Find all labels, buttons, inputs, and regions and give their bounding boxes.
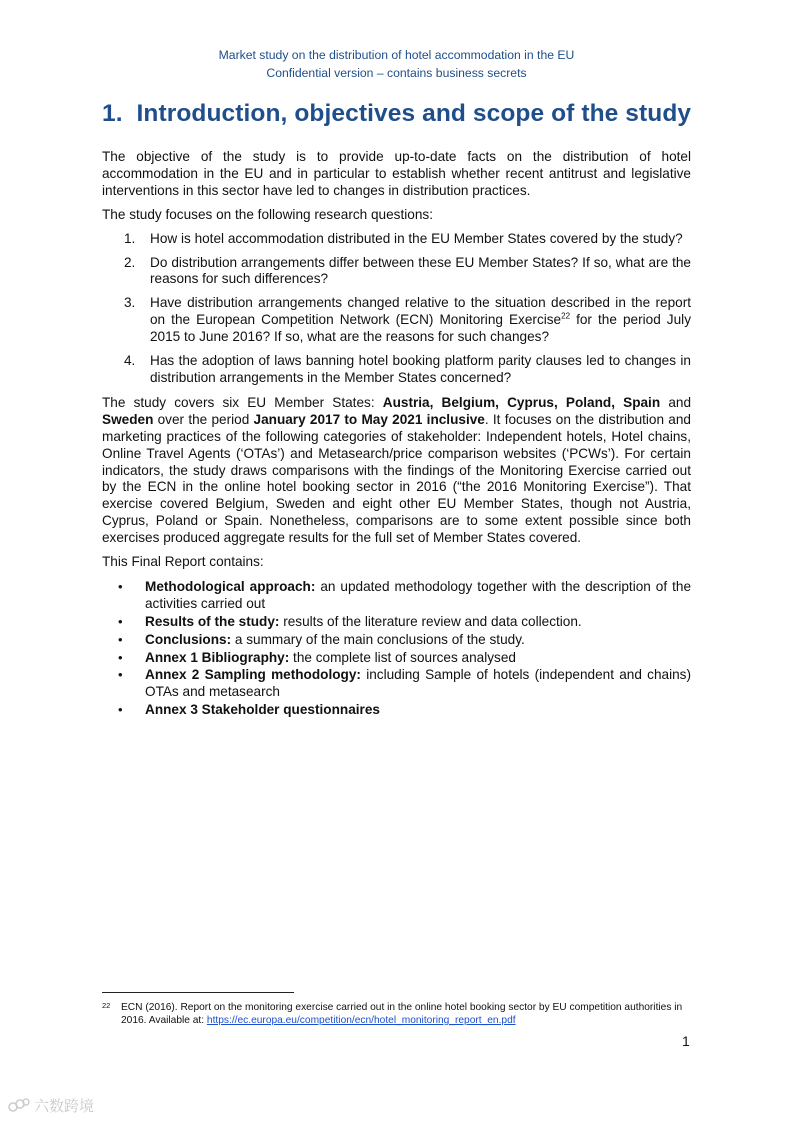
footnote-text bbox=[121, 1001, 691, 1027]
scope-text: over the period bbox=[153, 411, 254, 427]
list-item bbox=[102, 632, 691, 649]
section-number: 1. bbox=[102, 100, 123, 127]
bullet: • bbox=[118, 702, 123, 718]
list-number: 2. bbox=[124, 254, 136, 270]
bullet: • bbox=[118, 631, 123, 647]
item-title: Methodological approach: bbox=[145, 578, 316, 594]
list-item bbox=[102, 702, 691, 719]
header-confidentiality: Confidential version – contains business secrets bbox=[266, 66, 527, 80]
question-text: How is hotel accommodation distributed in the EU Member States covered by the study? bbox=[150, 230, 683, 246]
bullet: • bbox=[118, 578, 123, 594]
body-text bbox=[102, 149, 691, 720]
item-title: Annex 1 Bibliography: bbox=[145, 649, 290, 665]
list-item bbox=[102, 231, 691, 248]
bullet: • bbox=[118, 613, 123, 629]
question-text: Have distribution arrangements changed relative to the situation described in the report on the European Competition Network (ECN) Monitoring Exercise bbox=[150, 295, 691, 328]
list-item bbox=[102, 255, 691, 289]
footnote-divider bbox=[102, 992, 294, 993]
watermark-logo-icon bbox=[8, 1097, 30, 1115]
list-number: 4. bbox=[124, 353, 136, 369]
contents-intro: This Final Report contains: bbox=[102, 554, 264, 570]
item-text: an updated methodology together with the description of the activities carried out bbox=[145, 578, 692, 611]
question-text-cont: for the period July 2015 to June 2016? If so, what are the reasons for such changes? bbox=[150, 312, 691, 345]
item-text: results of the literature review and data collection. bbox=[279, 613, 582, 629]
research-questions-list bbox=[102, 231, 691, 387]
header-title: Market study on the distribution of hotel accommodation in the EU bbox=[218, 48, 575, 62]
list-item bbox=[102, 295, 691, 346]
running-header bbox=[0, 46, 793, 82]
list-item bbox=[102, 650, 691, 667]
item-text: including Sample of hotels (independent and chains) OTAs and metasearch bbox=[145, 667, 691, 700]
scope-text: The study covers six EU Member States: bbox=[102, 394, 383, 410]
scope-countries: Austria, Belgium, Cyprus, Poland, Spain bbox=[382, 394, 661, 410]
list-item bbox=[102, 579, 691, 613]
scope-period: January 2017 to May 2021 inclusive bbox=[253, 411, 485, 427]
bullet: • bbox=[118, 649, 123, 665]
list-item bbox=[102, 614, 691, 631]
intro-paragraph: The objective of the study is to provide up-to-date facts on the distribution of hotel accommodation in the EU and in particular to establish whether recent antitrust and legislative interventions in this sector have led to changes in distribution practices. bbox=[102, 149, 691, 198]
item-title: Annex 3 Stakeholder questionnaires bbox=[145, 702, 380, 718]
footnote-link[interactable]: https://ec.europa.eu/competition/ecn/hotel_monitoring_report_en.pdf bbox=[206, 1015, 516, 1026]
item-title: Annex 2 Sampling methodology: bbox=[145, 667, 361, 683]
item-text: a summary of the main conclusions of the study. bbox=[231, 631, 525, 647]
item-title: Results of the study: bbox=[145, 613, 280, 629]
list-item bbox=[102, 353, 691, 387]
list-number: 1. bbox=[124, 230, 136, 246]
question-text: Has the adoption of laws banning hotel booking platform parity clauses led to changes in distribution arrangements in the Member States concerned? bbox=[150, 353, 691, 385]
scope-country-sweden: Sweden bbox=[102, 411, 154, 427]
page-number: 1 bbox=[682, 1033, 690, 1049]
questions-intro: The study focuses on the following research questions: bbox=[102, 206, 433, 222]
section-title: Introduction, objectives and scope of the study bbox=[136, 100, 692, 127]
watermark-text: 六数跨境 bbox=[34, 1098, 95, 1115]
item-text: the complete list of sources analysed bbox=[289, 649, 516, 665]
footnote-mark: 22 bbox=[102, 1001, 111, 1010]
footnote bbox=[102, 1001, 691, 1027]
footnote-body: ECN (2016). Report on the monitoring exercise carried out in the online hotel booking sector by EU competition authorities in 2016. Available at: bbox=[121, 1002, 683, 1026]
list-number: 3. bbox=[124, 295, 136, 311]
question-text: Do distribution arrangements differ between these EU Member States? If so, what are the reasons for such differences? bbox=[150, 254, 691, 287]
scope-paragraph bbox=[102, 395, 691, 547]
bullet: • bbox=[118, 667, 123, 683]
scope-text: . It focuses on the distribution and marketing practices of the following categories of stakeholder: Independent hotels, Hotel chains, Online Travel Agents (‘OTAs’) and Metasearch/price comparison websites (‘PCWs’). For certain indicators, the study draws comparisons with the findings of the Monitoring Exercise carried out by the ECN in the online hotel booking sector in 2016 (“the 2016 Monitoring Exercise”). That exercise covered Belgium, Sweden and eight other EU Member States, though not Austria, Cyprus, Poland or Spain. Nonetheless, comparisons are to some extent possible since both exercises produced aggregate results for the full set of Member States covered. bbox=[102, 411, 691, 546]
report-contents-list bbox=[102, 579, 691, 719]
watermark bbox=[8, 1095, 94, 1116]
scope-text: and bbox=[660, 394, 691, 410]
list-item bbox=[102, 667, 691, 701]
footnote-reference[interactable]: 22 bbox=[561, 311, 571, 321]
section-heading bbox=[102, 100, 722, 128]
item-title: Conclusions: bbox=[145, 631, 232, 647]
